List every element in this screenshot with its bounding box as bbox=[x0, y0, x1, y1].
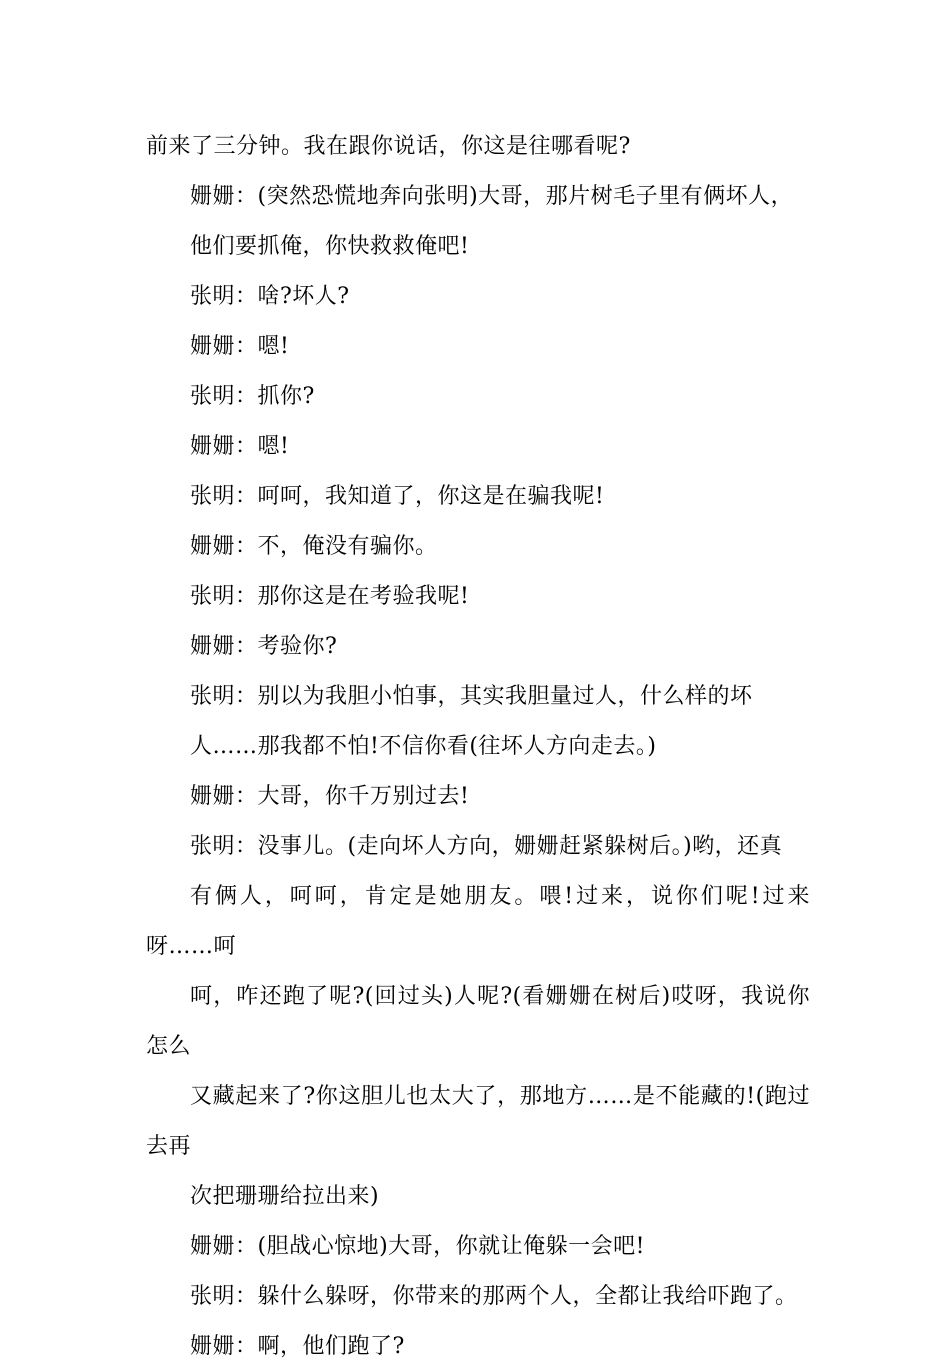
script-paragraph bbox=[146, 272, 810, 322]
paragraph-line: 呵，咋还跑了呢?(回过头)人呢?(看姗姗在树后)哎呀，我说你怎么 bbox=[146, 984, 810, 1059]
paragraph-line: 姗姗：考验你? bbox=[190, 634, 338, 659]
script-paragraph bbox=[146, 572, 810, 622]
paragraph-line: 张明：没事儿。(走向坏人方向，姗姗赶紧躲树后。)哟，还真 bbox=[190, 834, 783, 859]
paragraph-line: 姗姗：(突然恐慌地奔向张明)大哥，那片树毛子里有俩坏人， bbox=[190, 184, 794, 209]
paragraph-line: 张明：抓你? bbox=[190, 384, 315, 409]
paragraph-line: 又藏起来了?你这胆儿也太大了，那地方……是不能藏的!(跑过去再 bbox=[146, 1084, 810, 1159]
paragraph-line: 姗姗：啊，他们跑了? bbox=[190, 1334, 405, 1359]
script-paragraph bbox=[146, 422, 810, 472]
paragraph-line: 张明：啥?坏人? bbox=[190, 284, 350, 309]
paragraph-line: 有俩人，呵呵，肯定是她朋友。喂!过来，说你们呢!过来呀……呵 bbox=[146, 884, 810, 959]
script-paragraph bbox=[146, 622, 810, 672]
paragraph-line: 前来了三分钟。我在跟你说话，你这是往哪看呢? bbox=[146, 134, 631, 159]
paragraph-line: 姗姗：(胆战心惊地)大哥，你就让俺躲一会吧! bbox=[190, 1234, 646, 1259]
script-paragraph bbox=[146, 322, 810, 372]
script-paragraph bbox=[146, 172, 810, 272]
paragraph-line: 姗姗：不，俺没有骗你。 bbox=[190, 534, 438, 559]
paragraph-line: 张明：别以为我胆小怕事，其实我胆量过人，什么样的坏 bbox=[190, 684, 753, 709]
script-paragraph bbox=[146, 672, 810, 772]
paragraph-line: 张明：呵呵，我知道了，你这是在骗我呢! bbox=[190, 484, 605, 509]
script-paragraph bbox=[146, 772, 810, 822]
script-paragraph bbox=[146, 1272, 810, 1322]
script-paragraph bbox=[146, 372, 810, 422]
script-paragraph bbox=[146, 1322, 810, 1372]
script-paragraph bbox=[146, 122, 810, 172]
script-paragraph bbox=[146, 472, 810, 522]
paragraph-line: 姗姗：大哥，你千万别过去! bbox=[190, 784, 470, 809]
paragraph-line: 次把珊珊给拉出来) bbox=[190, 1184, 380, 1209]
document-body bbox=[146, 122, 810, 1372]
script-paragraph bbox=[146, 1222, 810, 1272]
script-paragraph bbox=[146, 522, 810, 572]
paragraph-line: 姗姗：嗯! bbox=[190, 334, 290, 359]
paragraph-line: 他们要抓俺，你快救救俺吧! bbox=[190, 234, 470, 259]
paragraph-line: 人……那我都不怕!不信你看(往坏人方向走去。) bbox=[190, 734, 657, 759]
paragraph-line: 姗姗：嗯! bbox=[190, 434, 290, 459]
paragraph-line: 张明：那你这是在考验我呢! bbox=[190, 584, 470, 609]
script-paragraph bbox=[146, 822, 810, 1222]
paragraph-line: 张明：躲什么躲呀，你带来的那两个人，全都让我给吓跑了。 bbox=[190, 1284, 798, 1309]
